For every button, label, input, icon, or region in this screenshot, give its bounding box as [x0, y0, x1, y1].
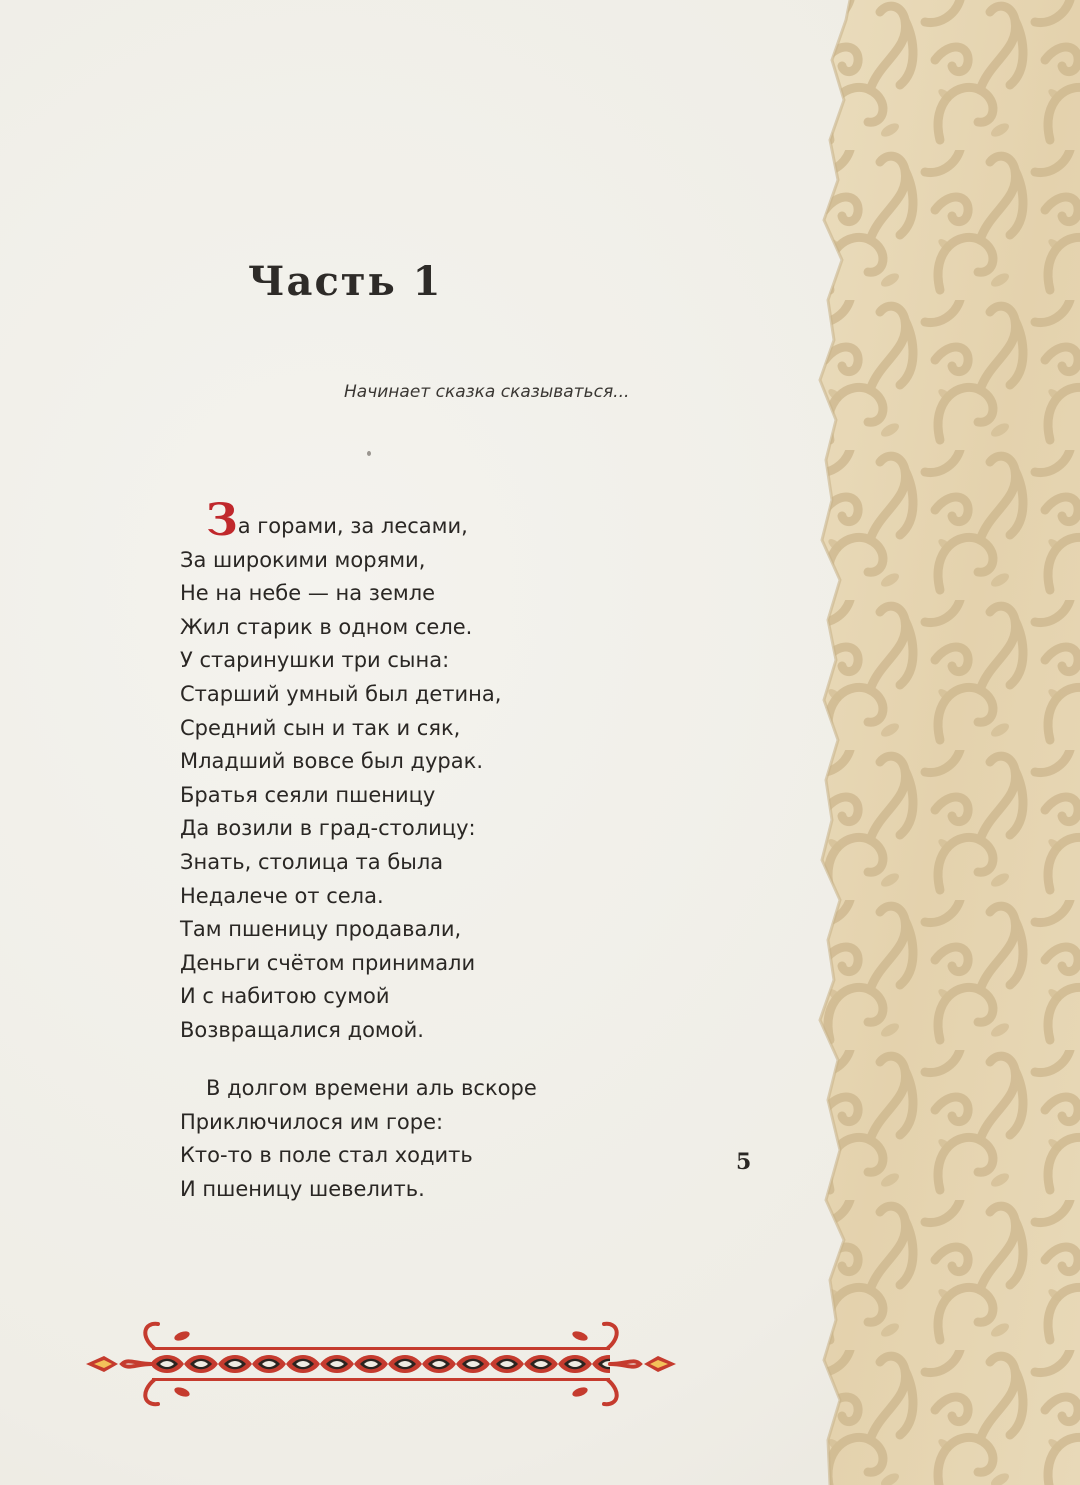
- poem-line: За широкими морями,: [180, 547, 426, 572]
- poem-line: Жил старик в одном селе.: [180, 614, 473, 639]
- poem-line: Деньги счётом принимали: [180, 950, 476, 975]
- poem-line: Знать, столица та была: [180, 849, 444, 874]
- folk-ornament-border-icon: [82, 1314, 680, 1414]
- poem-line: Возвращалися домой.: [180, 1017, 424, 1042]
- poem-line: Недалече от села.: [180, 883, 384, 908]
- poem-line: Кто-то в поле стал ходить: [180, 1143, 473, 1168]
- damask-pattern-icon: [810, 0, 1080, 1485]
- epigraph: Начинает сказка сказываться...: [344, 382, 630, 402]
- paper-speck: [367, 451, 371, 456]
- poem-line: Младший вовсе был дурак.: [180, 749, 483, 774]
- poem-line: И пшеницу шевелить.: [180, 1176, 425, 1201]
- poem-line: Да возили в град-столицу:: [180, 816, 476, 841]
- poem-line: Старший умный был детина,: [180, 681, 502, 706]
- drop-cap: З: [206, 495, 238, 546]
- poem-line: Там пшеницу продавали,: [180, 917, 462, 942]
- first-line-text: а горами, за лесами,: [237, 514, 468, 538]
- poem-stanza-2: [180, 1072, 537, 1206]
- page-number: 5: [736, 1149, 752, 1175]
- poem-line: Средний сын и так и сяк,: [180, 715, 461, 740]
- poem-line: Братья сеяли пшеницу: [180, 782, 436, 807]
- poem-line: В долгом времени аль вскоре: [206, 1076, 537, 1100]
- poem-line-first: [180, 495, 501, 546]
- poem-line: У старинушки три сына:: [180, 648, 450, 673]
- poem-line: Не на небе — на земле: [180, 581, 436, 606]
- chapter-title: Часть 1: [248, 258, 443, 305]
- poem-line: Приключилося им горе:: [180, 1109, 444, 1134]
- poem-stanza-1: [180, 495, 502, 1048]
- poem-line: И с набитою сумой: [180, 984, 390, 1009]
